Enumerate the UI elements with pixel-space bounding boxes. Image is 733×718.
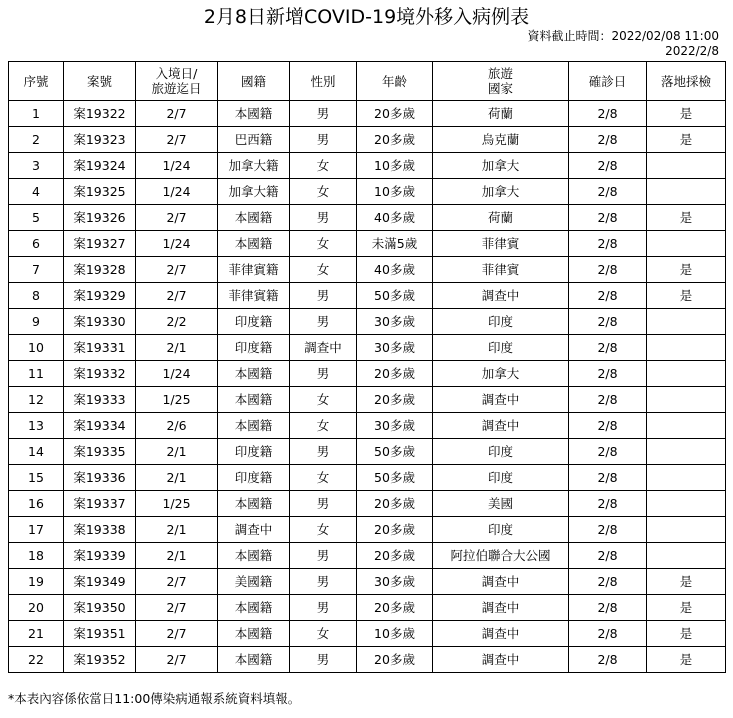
cell-seq: 21: [9, 621, 64, 647]
cell-seq: 2: [9, 127, 64, 153]
table-row: [9, 153, 726, 179]
table-row: [9, 205, 726, 231]
header-entry-date-line1: 入境日/: [155, 66, 198, 81]
table-row: [9, 127, 726, 153]
cell-case-no: 案19327: [64, 231, 136, 257]
table-row: [9, 101, 726, 127]
cell-travel-country: 加拿大: [433, 179, 569, 205]
cell-sex: 男: [290, 569, 357, 595]
cell-airport-test: [647, 179, 726, 205]
cell-age: 50多歲: [357, 283, 433, 309]
cell-nationality: 本國籍: [218, 595, 290, 621]
cell-seq: 15: [9, 465, 64, 491]
table-row: [9, 335, 726, 361]
cell-travel-country: 印度: [433, 309, 569, 335]
cell-nationality: 印度籍: [218, 335, 290, 361]
cell-case-no: 案19338: [64, 517, 136, 543]
cell-case-no: 案19322: [64, 101, 136, 127]
table-row: [9, 517, 726, 543]
cell-seq: 1: [9, 101, 64, 127]
cell-case-no: 案19349: [64, 569, 136, 595]
cell-nationality: 本國籍: [218, 543, 290, 569]
cell-age: 10多歲: [357, 621, 433, 647]
cell-sex: 女: [290, 465, 357, 491]
cell-entry-date: 2/7: [136, 647, 218, 673]
table-row: [9, 465, 726, 491]
cell-age: 30多歲: [357, 309, 433, 335]
cell-confirm-date: 2/8: [569, 387, 647, 413]
cell-sex: 調查中: [290, 335, 357, 361]
cell-sex: 男: [290, 361, 357, 387]
cell-confirm-date: 2/8: [569, 205, 647, 231]
cell-entry-date: 2/6: [136, 413, 218, 439]
cell-nationality: 印度籍: [218, 465, 290, 491]
cell-nationality: 美國籍: [218, 569, 290, 595]
cell-case-no: 案19329: [64, 283, 136, 309]
header-case-no: 案號: [64, 62, 136, 101]
cell-nationality: 本國籍: [218, 387, 290, 413]
cell-age: 30多歲: [357, 569, 433, 595]
cell-sex: 男: [290, 647, 357, 673]
cell-entry-date: 2/7: [136, 595, 218, 621]
table-row: [9, 387, 726, 413]
cell-seq: 11: [9, 361, 64, 387]
report-date: 2022/2/8: [665, 44, 719, 58]
cell-case-no: 案19339: [64, 543, 136, 569]
cell-case-no: 案19351: [64, 621, 136, 647]
cell-travel-country: 加拿大: [433, 361, 569, 387]
cell-case-no: 案19352: [64, 647, 136, 673]
cell-sex: 男: [290, 101, 357, 127]
cell-confirm-date: 2/8: [569, 439, 647, 465]
data-cutoff-time: 資料截止時間：2022/02/08 11:00: [527, 29, 719, 43]
cell-travel-country: 調查中: [433, 595, 569, 621]
cell-confirm-date: 2/8: [569, 621, 647, 647]
header-travel-country-line2: 國家: [487, 81, 513, 96]
cell-confirm-date: 2/8: [569, 595, 647, 621]
cell-travel-country: 荷蘭: [433, 101, 569, 127]
cell-seq: 19: [9, 569, 64, 595]
cell-airport-test: 是: [647, 621, 726, 647]
cell-age: 20多歲: [357, 127, 433, 153]
cell-sex: 男: [290, 439, 357, 465]
cell-travel-country: 調查中: [433, 621, 569, 647]
cell-sex: 男: [290, 127, 357, 153]
cell-entry-date: 2/7: [136, 205, 218, 231]
cell-confirm-date: 2/8: [569, 491, 647, 517]
table-row: [9, 179, 726, 205]
table-row: [9, 647, 726, 673]
table-row: [9, 543, 726, 569]
case-table-body: [9, 101, 726, 673]
cell-case-no: 案19335: [64, 439, 136, 465]
cell-sex: 男: [290, 309, 357, 335]
cell-travel-country: 印度: [433, 439, 569, 465]
table-row: [9, 569, 726, 595]
page-title: 2月8日新增COVID-19境外移入病例表: [203, 6, 530, 28]
table-row: [9, 413, 726, 439]
cell-travel-country: 印度: [433, 517, 569, 543]
cell-case-no: 案19326: [64, 205, 136, 231]
cell-sex: 女: [290, 517, 357, 543]
cell-sex: 女: [290, 231, 357, 257]
cell-case-no: 案19332: [64, 361, 136, 387]
cell-seq: 18: [9, 543, 64, 569]
cell-confirm-date: 2/8: [569, 231, 647, 257]
cell-nationality: 本國籍: [218, 205, 290, 231]
cell-nationality: 加拿大籍: [218, 153, 290, 179]
cell-seq: 7: [9, 257, 64, 283]
cell-sex: 女: [290, 413, 357, 439]
cell-travel-country: 調查中: [433, 283, 569, 309]
cell-confirm-date: 2/8: [569, 101, 647, 127]
cell-nationality: 菲律賓籍: [218, 257, 290, 283]
cell-airport-test: [647, 309, 726, 335]
cell-entry-date: 2/7: [136, 101, 218, 127]
cell-airport-test: 是: [647, 257, 726, 283]
cell-nationality: 本國籍: [218, 491, 290, 517]
cell-sex: 男: [290, 283, 357, 309]
cell-case-no: 案19337: [64, 491, 136, 517]
cell-case-no: 案19350: [64, 595, 136, 621]
header-sex: 性別: [290, 62, 357, 101]
cell-confirm-date: 2/8: [569, 569, 647, 595]
cell-confirm-date: 2/8: [569, 517, 647, 543]
cell-confirm-date: 2/8: [569, 413, 647, 439]
cell-airport-test: 是: [647, 127, 726, 153]
cell-case-no: 案19325: [64, 179, 136, 205]
cell-airport-test: [647, 439, 726, 465]
cell-nationality: 本國籍: [218, 647, 290, 673]
cell-age: 40多歲: [357, 257, 433, 283]
cell-case-no: 案19330: [64, 309, 136, 335]
cell-nationality: 印度籍: [218, 309, 290, 335]
cell-nationality: 調查中: [218, 517, 290, 543]
cell-travel-country: 印度: [433, 465, 569, 491]
cell-seq: 14: [9, 439, 64, 465]
cell-seq: 3: [9, 153, 64, 179]
cell-age: 40多歲: [357, 205, 433, 231]
cell-travel-country: 荷蘭: [433, 205, 569, 231]
header-age: 年齡: [357, 62, 433, 101]
case-table: [8, 61, 726, 673]
cell-age: 20多歲: [357, 543, 433, 569]
cell-airport-test: 是: [647, 569, 726, 595]
cell-airport-test: [647, 517, 726, 543]
cell-entry-date: 2/2: [136, 309, 218, 335]
cell-seq: 6: [9, 231, 64, 257]
cell-airport-test: [647, 465, 726, 491]
cell-seq: 8: [9, 283, 64, 309]
cell-entry-date: 1/24: [136, 153, 218, 179]
header-seq: 序號: [9, 62, 64, 101]
cell-age: 20多歲: [357, 491, 433, 517]
cell-seq: 5: [9, 205, 64, 231]
cell-seq: 12: [9, 387, 64, 413]
cell-entry-date: 2/1: [136, 517, 218, 543]
header-entry-date: [136, 62, 218, 101]
cell-nationality: 菲律賓籍: [218, 283, 290, 309]
table-row: [9, 621, 726, 647]
table-row: [9, 309, 726, 335]
cell-airport-test: [647, 491, 726, 517]
cell-travel-country: 印度: [433, 335, 569, 361]
cell-case-no: 案19333: [64, 387, 136, 413]
cell-age: 20多歲: [357, 387, 433, 413]
cell-airport-test: [647, 231, 726, 257]
header-confirm-date: 確診日: [569, 62, 647, 101]
cell-travel-country: 調查中: [433, 647, 569, 673]
cell-airport-test: [647, 335, 726, 361]
cell-entry-date: 2/1: [136, 465, 218, 491]
cell-age: 20多歲: [357, 361, 433, 387]
cell-age: 未滿5歲: [357, 231, 433, 257]
cell-case-no: 案19324: [64, 153, 136, 179]
header-nationality: 國籍: [218, 62, 290, 101]
cell-seq: 22: [9, 647, 64, 673]
cell-airport-test: [647, 153, 726, 179]
cell-sex: 女: [290, 621, 357, 647]
table-row: [9, 361, 726, 387]
cell-case-no: 案19323: [64, 127, 136, 153]
cell-entry-date: 2/7: [136, 127, 218, 153]
header-entry-date-line2: 旅遊迄日: [151, 81, 202, 96]
table-row: [9, 595, 726, 621]
table-header-row: [9, 62, 726, 101]
cell-airport-test: [647, 543, 726, 569]
cell-entry-date: 1/24: [136, 231, 218, 257]
cell-sex: 女: [290, 257, 357, 283]
cell-confirm-date: 2/8: [569, 257, 647, 283]
cell-travel-country: 調查中: [433, 413, 569, 439]
cell-age: 20多歲: [357, 647, 433, 673]
cell-seq: 10: [9, 335, 64, 361]
cell-sex: 男: [290, 595, 357, 621]
cell-confirm-date: 2/8: [569, 179, 647, 205]
cell-nationality: 加拿大籍: [218, 179, 290, 205]
table-row: [9, 439, 726, 465]
cell-entry-date: 1/25: [136, 491, 218, 517]
cell-seq: 9: [9, 309, 64, 335]
cell-sex: 男: [290, 205, 357, 231]
cell-airport-test: 是: [647, 647, 726, 673]
cell-age: 30多歲: [357, 335, 433, 361]
cell-confirm-date: 2/8: [569, 309, 647, 335]
cell-confirm-date: 2/8: [569, 153, 647, 179]
cell-age: 20多歲: [357, 101, 433, 127]
cell-seq: 4: [9, 179, 64, 205]
cell-entry-date: 2/1: [136, 439, 218, 465]
cell-confirm-date: 2/8: [569, 361, 647, 387]
cell-entry-date: 1/24: [136, 179, 218, 205]
cell-sex: 女: [290, 179, 357, 205]
cell-travel-country: 調查中: [433, 387, 569, 413]
cell-case-no: 案19336: [64, 465, 136, 491]
cell-airport-test: 是: [647, 283, 726, 309]
cell-airport-test: [647, 361, 726, 387]
cell-sex: 女: [290, 153, 357, 179]
footnote: *本表內容係依當日11:00傳染病通報系統資料填報。: [8, 691, 301, 706]
cell-age: 20多歲: [357, 595, 433, 621]
cell-age: 10多歲: [357, 179, 433, 205]
cell-travel-country: 調查中: [433, 569, 569, 595]
cell-entry-date: 1/25: [136, 387, 218, 413]
cell-confirm-date: 2/8: [569, 465, 647, 491]
cell-airport-test: 是: [647, 205, 726, 231]
table-row: [9, 257, 726, 283]
cell-entry-date: 1/24: [136, 361, 218, 387]
cell-age: 50多歲: [357, 439, 433, 465]
cell-entry-date: 2/7: [136, 621, 218, 647]
cell-nationality: 印度籍: [218, 439, 290, 465]
cell-confirm-date: 2/8: [569, 127, 647, 153]
cell-travel-country: 菲律賓: [433, 257, 569, 283]
cell-nationality: 本國籍: [218, 413, 290, 439]
cell-confirm-date: 2/8: [569, 335, 647, 361]
cell-seq: 20: [9, 595, 64, 621]
cell-airport-test: 是: [647, 595, 726, 621]
cell-entry-date: 2/7: [136, 283, 218, 309]
cell-travel-country: 烏克蘭: [433, 127, 569, 153]
cell-travel-country: 阿拉伯聯合大公國: [433, 543, 569, 569]
cell-confirm-date: 2/8: [569, 283, 647, 309]
cell-nationality: 巴西籍: [218, 127, 290, 153]
cell-age: 10多歲: [357, 153, 433, 179]
cell-airport-test: [647, 387, 726, 413]
cell-sex: 男: [290, 491, 357, 517]
cell-seq: 16: [9, 491, 64, 517]
cell-case-no: 案19328: [64, 257, 136, 283]
cell-seq: 17: [9, 517, 64, 543]
cell-entry-date: 2/7: [136, 569, 218, 595]
cell-case-no: 案19334: [64, 413, 136, 439]
cell-sex: 女: [290, 387, 357, 413]
cell-travel-country: 美國: [433, 491, 569, 517]
table-row: [9, 491, 726, 517]
cell-travel-country: 菲律賓: [433, 231, 569, 257]
cell-age: 50多歲: [357, 465, 433, 491]
cell-seq: 13: [9, 413, 64, 439]
header-travel-country: [433, 62, 569, 101]
table-row: [9, 283, 726, 309]
cell-airport-test: 是: [647, 101, 726, 127]
cell-entry-date: 2/1: [136, 543, 218, 569]
cell-nationality: 本國籍: [218, 361, 290, 387]
table-row: [9, 231, 726, 257]
cell-sex: 男: [290, 543, 357, 569]
cell-travel-country: 加拿大: [433, 153, 569, 179]
cell-nationality: 本國籍: [218, 231, 290, 257]
cell-case-no: 案19331: [64, 335, 136, 361]
cell-entry-date: 2/1: [136, 335, 218, 361]
cell-airport-test: [647, 413, 726, 439]
cell-entry-date: 2/7: [136, 257, 218, 283]
cell-confirm-date: 2/8: [569, 647, 647, 673]
cell-nationality: 本國籍: [218, 101, 290, 127]
cell-nationality: 本國籍: [218, 621, 290, 647]
header-airport-test: 落地採檢: [647, 62, 726, 101]
cell-confirm-date: 2/8: [569, 543, 647, 569]
header-travel-country-line1: 旅遊: [487, 66, 513, 81]
cell-age: 30多歲: [357, 413, 433, 439]
cell-age: 20多歲: [357, 517, 433, 543]
